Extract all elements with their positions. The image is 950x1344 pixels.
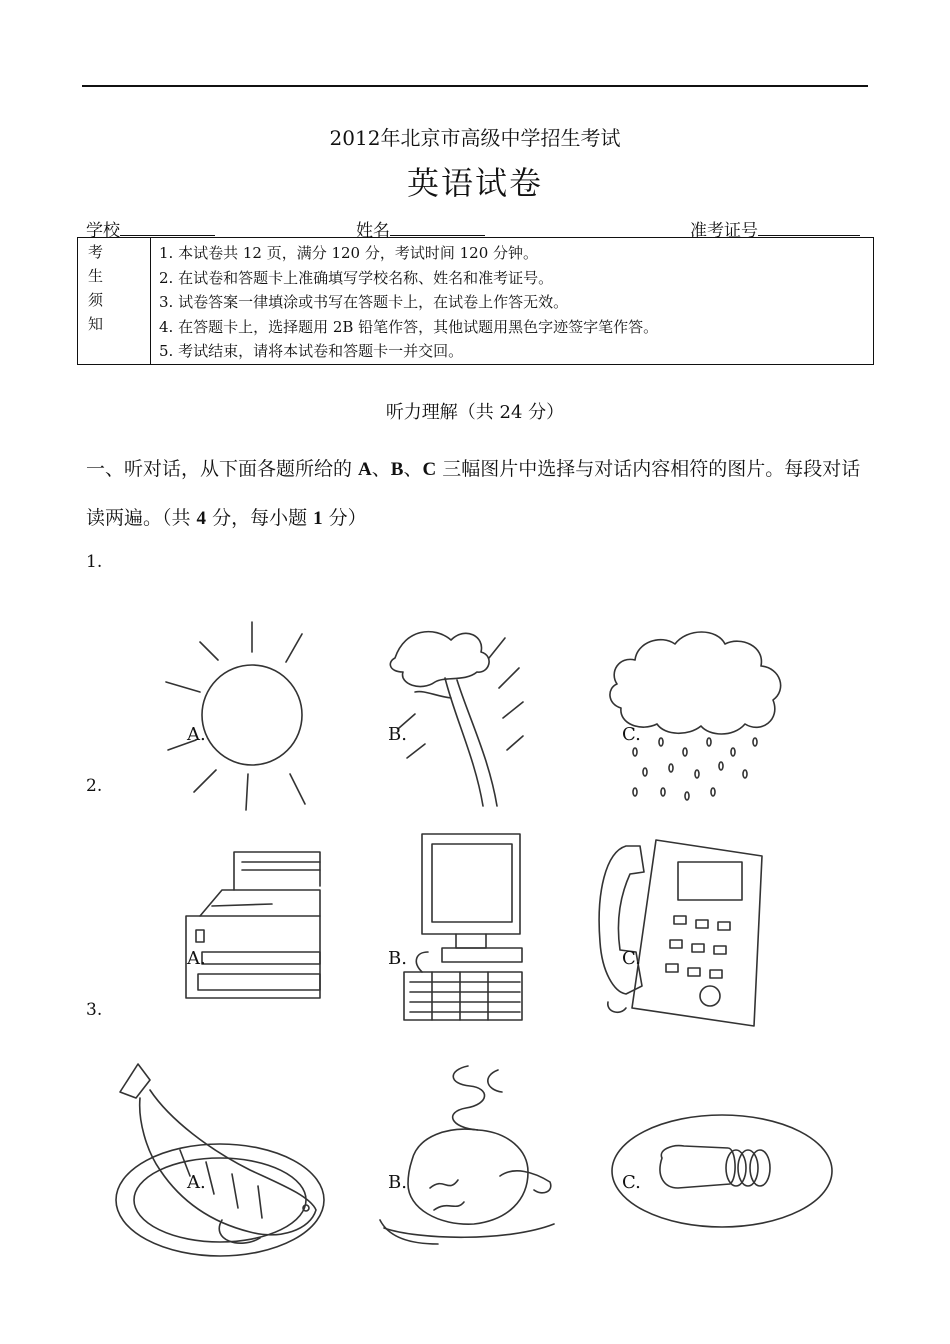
notice-heading-char: 考 (88, 243, 104, 261)
id-number-blank[interactable] (758, 219, 860, 236)
instruction-text: 一、听对话，从下面各题所给的 A、B、C 三幅图片中选择与对话内容相符的图片。每段对话读两遍。（共 4 分，每小题 1 分） (86, 458, 861, 529)
option-label[interactable]: A. (187, 1172, 206, 1193)
option-label[interactable]: A. (187, 948, 206, 969)
printer-icon[interactable] (182, 842, 322, 1002)
question-number: 3. (86, 1000, 103, 1020)
option-label[interactable]: C. (622, 1172, 641, 1193)
rain-cloud-icon[interactable] (605, 624, 790, 804)
computer-icon[interactable] (402, 830, 524, 1025)
top-rule (82, 85, 868, 87)
name-blank[interactable] (390, 219, 485, 236)
roast-chicken-icon[interactable] (378, 1060, 556, 1245)
question-number: 1. (86, 552, 103, 572)
option-label[interactable]: B. (388, 724, 407, 745)
school-label: 学校 (86, 221, 120, 241)
id-number-label: 准考证号 (690, 221, 758, 241)
sun-icon[interactable] (160, 612, 320, 812)
notice-heading-char: 须 (88, 291, 104, 309)
option-label[interactable]: B. (388, 948, 407, 969)
school-blank[interactable] (120, 219, 215, 236)
option-label[interactable]: B. (388, 1172, 407, 1193)
notice-heading-char: 生 (88, 267, 104, 285)
notice-item: 2. 在试卷和答题卡上准确填写学校名称、姓名和准考证号。 (159, 268, 554, 287)
fish-dish-icon[interactable] (110, 1050, 320, 1258)
notice-items (151, 238, 874, 365)
option-label[interactable]: A. (187, 724, 206, 745)
option-label[interactable]: C. (622, 724, 641, 745)
notice-item: 3. 试卷答案一律填涂或书写在答题卡上，在试卷上作答无效。 (159, 293, 569, 311)
notice-heading-char: 知 (88, 315, 104, 333)
telephone-icon[interactable] (586, 832, 771, 1027)
notice-heading (78, 238, 151, 365)
notice-item: 5. 考试结束，请将本试卷和答题卡一并交回。 (159, 342, 464, 360)
sausage-dish-icon[interactable] (608, 1110, 836, 1232)
exam-title: 2012年北京市高级中学招生考试 (329, 126, 621, 150)
name-label: 姓名 (356, 221, 390, 241)
windy-tree-icon[interactable] (385, 618, 525, 818)
notice-item: 1. 本试卷共 12 页，满分 120 分，考试时间 120 分钟。 (159, 244, 539, 262)
question-number: 2. (86, 776, 103, 796)
candidate-notice-table (77, 237, 874, 365)
notice-item: 4. 在答题卡上，选择题用 2B 铅笔作答，其他试题用黑色字迹签字笔作答。 (159, 317, 659, 336)
subject-title: 英语试卷 (406, 164, 543, 202)
section-title: 听力理解（共 24 分） (385, 402, 565, 423)
option-label[interactable]: C. (622, 948, 641, 969)
